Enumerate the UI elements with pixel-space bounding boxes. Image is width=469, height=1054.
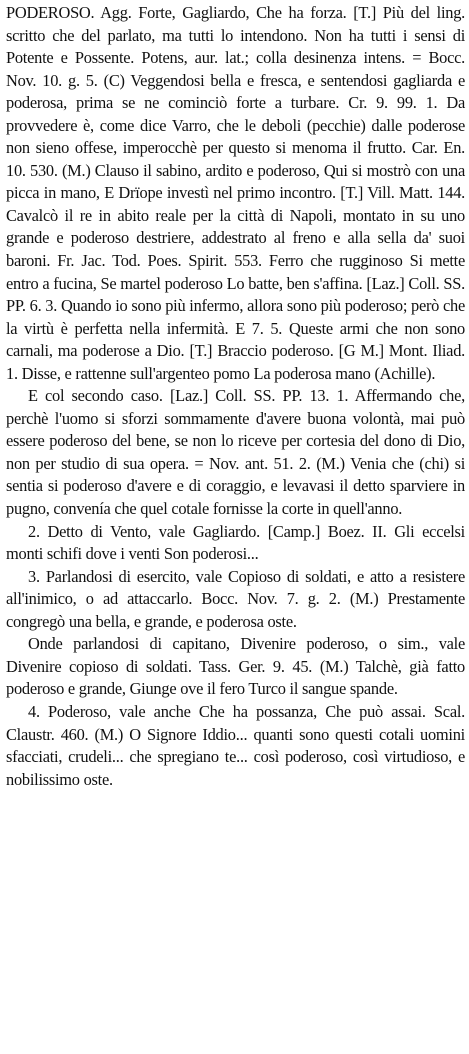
entry-sense-3: 3. Parlandosi di esercito, vale Copioso di soldati, e atto a resistere all'inimico, o ad attaccarlo. Bocc. Nov. 7. g. 2. (M.) Prestamente congregò una bella, e grande, e poderosa oste. bbox=[6, 566, 465, 631]
entry-sense-4: 4. Poderoso, vale anche Che ha possanza, Che può assai. Scal. Claustr. 460. (M.) O Signore Iddio... quanti sono questi cotali uomini sfacciati, crudeli... che spregiano te... così poderoso, così virtudioso, e nobilissimo oste. bbox=[6, 701, 465, 789]
entry-subsense-captain: Onde parlandosi di capitano, Divenire poderoso, o sim., vale Divenire copioso di soldati. Tass. Ger. 9. 45. (M.) Talchè, già fatto poderoso e grande, Giunge ove il fero Turco il sangue spande. bbox=[6, 634, 465, 699]
entry-main-paragraph: PODEROSO. Agg. Forte, Gagliardo, Che ha forza. [T.] Più del ling. scritto che del parlato, ma tutti lo intendono. Non ha tutti i sensi di Potente e Possente. Potens, aur. lat.; colla desinenza intens. = Bocc. Nov. 10. g. 5. (C) Veggendosi bella e fresca, e sentendosi gagliarda e poderosa, prima se ne cominciò forte a turbare. Cr. 9. 99. 1. Da provvedere è, come dice Varro, che le deboli (pecchie) dalle poderose non sieno offese, imperocchè per questo si menoma il frutto. Car. En. 10. 530. (M.) Clauso il sabino, ardito e poderoso, Qui si mostrò con una picca in mano, E Drïope investì nel primo incontro. [T.] Vill. Matt. 144. Cavalcò il re in abito reale per la città di Napoli, montato in su uno grande e poderoso destriere, addestrato al freno e alla sella da' suoi baroni. Fr. Jac. Tod. Poes. Spirit. 553. Ferro che rugginoso Si mette entro a fucina, Se martel poderoso Lo batte, ben s'affina. [Laz.] Coll. SS. PP. 6. 3. Quando io sono più infermo, allora sono più poderoso; però che la virtù è perfetta nella infermità. E 7. 5. Queste armi che non sono carnali, ma poderose a Dio. [T.] Braccio poderoso. [G M.] Mont. Iliad. 1. Disse, e rattenne sull'argenteo pomo La poderosa mano (Achille). bbox=[6, 3, 465, 383]
entry-subsense-second-case: E col secondo caso. [Laz.] Coll. SS. PP. 13. 1. Affermando che, perchè l'uomo si sforzi sommamente d'avere buona volontà, mai può essere poderoso del bene, se non lo riceve per cortesia del dono di Dio, non per studio di sua opera. = Nov. ant. 51. 2. (M.) Venia che (chi) si sentia si poderoso d'avere e di coraggio, e levavasi il detto sparviere in pugno, convenía che quel cotale fornisse la corte in quell'anno. bbox=[6, 386, 465, 519]
entry-sense-2: 2. Detto di Vento, vale Gagliardo. [Camp.] Boez. II. Gli eccelsi monti schifi dove i venti Son poderosi... bbox=[6, 521, 465, 564]
